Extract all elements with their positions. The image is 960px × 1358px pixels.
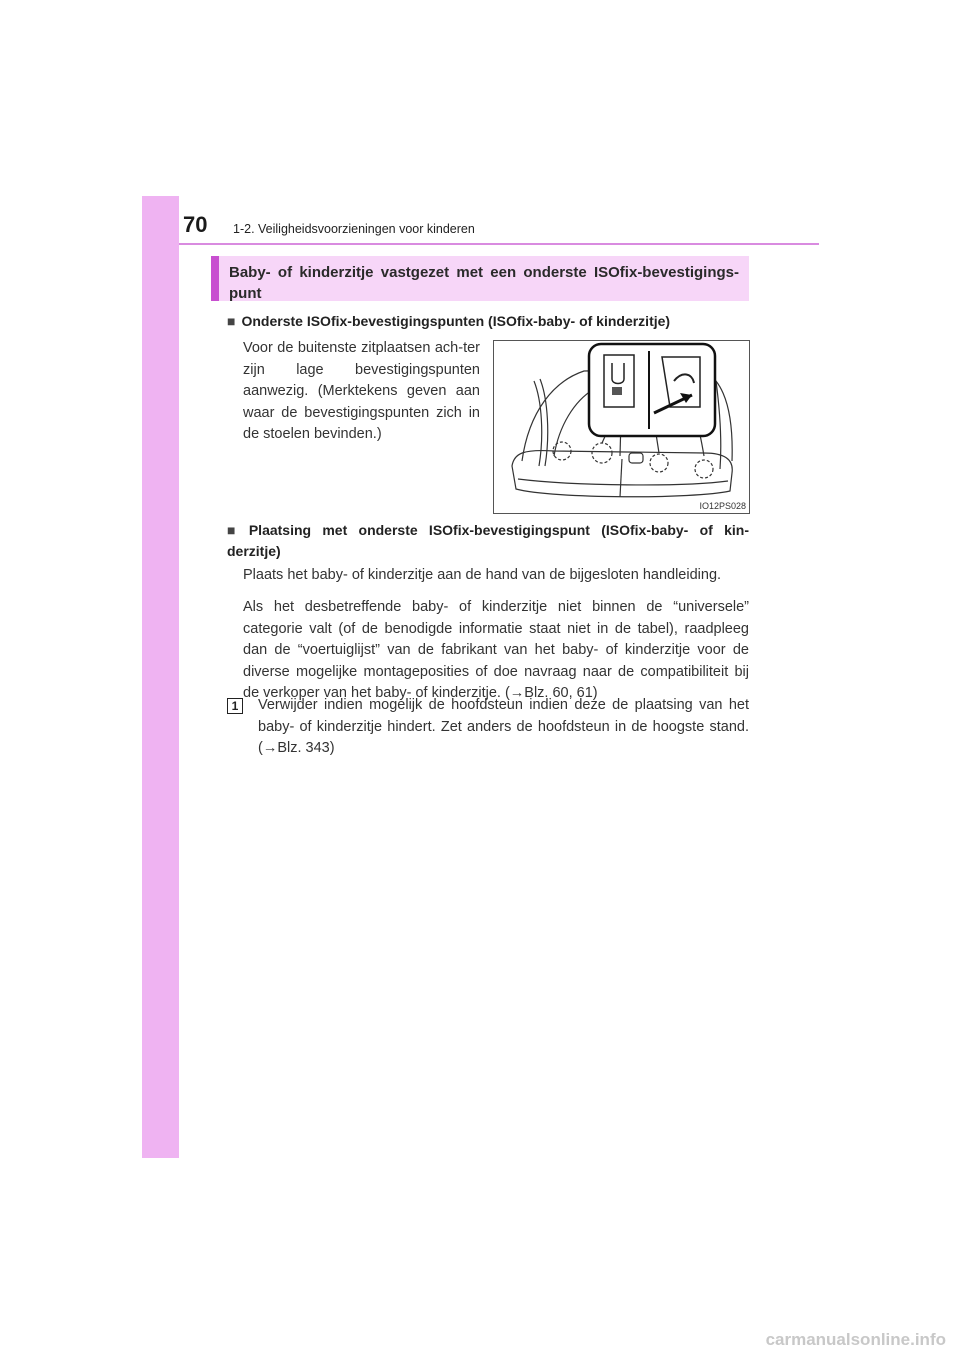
watermark: carmanualsonline.info <box>765 1330 946 1349</box>
bullet-heading-2 <box>227 520 749 562</box>
install-instruction: Plaats het baby- of kinderzitje aan de hand van de bijgesloten handleiding. <box>243 567 722 583</box>
bullet-heading-1-text: Onderste ISOfix-bevestigingspunten (ISOfix-baby- of kinderzitje) <box>241 313 671 329</box>
header-divider <box>179 243 819 245</box>
figure-code: IO12PS028 <box>699 501 746 511</box>
rear-seat-drawing <box>494 341 749 513</box>
side-color-band <box>142 196 179 1158</box>
section-heading: Baby- of kinderzitje vastgezet met een onderste ISOfix-bevestigings-punt <box>229 264 739 302</box>
isofix-seat-illustration <box>493 340 750 514</box>
page-number: 70 <box>183 212 208 237</box>
square-bullet-icon: ■ <box>227 522 243 538</box>
square-bullet-icon: ■ <box>227 313 236 329</box>
section-title: 1-2. Veiligheidsvoorzieningen voor kinderen <box>233 222 475 236</box>
step-1-text: Verwijder indien mogelijk de hoofdsteun indien deze de plaatsing van het baby- of kinderzitje hindert. Zet anders de hoofdsteun in de hoogste stand. (→Blz. 343) <box>258 697 749 756</box>
anchor-description: Voor de buitenste zitplaatsen ach-ter zijn lage bevestigingspunten aanwezig. (Merktekens geven aan waar de bevestigingspunten zich in de stoelen bevinden.) <box>243 340 480 442</box>
compatibility-note: Als het desbetreffende baby- of kinderzitje niet binnen de “universele” categorie valt (of de benodigde informatie staat niet in de tabel), raadpleeg dan de “voertuiglijst” van de fabrikant van het baby- of kinderzitje voor de diverse mogelijke montageposities of doe navraag naar de compatibiliteit bij de verkoper van het baby- of kinderzitje. (→Blz. 60, 61) <box>243 599 749 701</box>
step-number-box: 1 <box>227 698 243 714</box>
section-heading-box <box>211 256 749 301</box>
bullet-heading-2-text: Plaatsing met onderste ISOfix-bevestigingspunt (ISOfix-baby- of kin-derzitje) <box>227 522 749 559</box>
bullet-heading-1 <box>227 313 670 329</box>
